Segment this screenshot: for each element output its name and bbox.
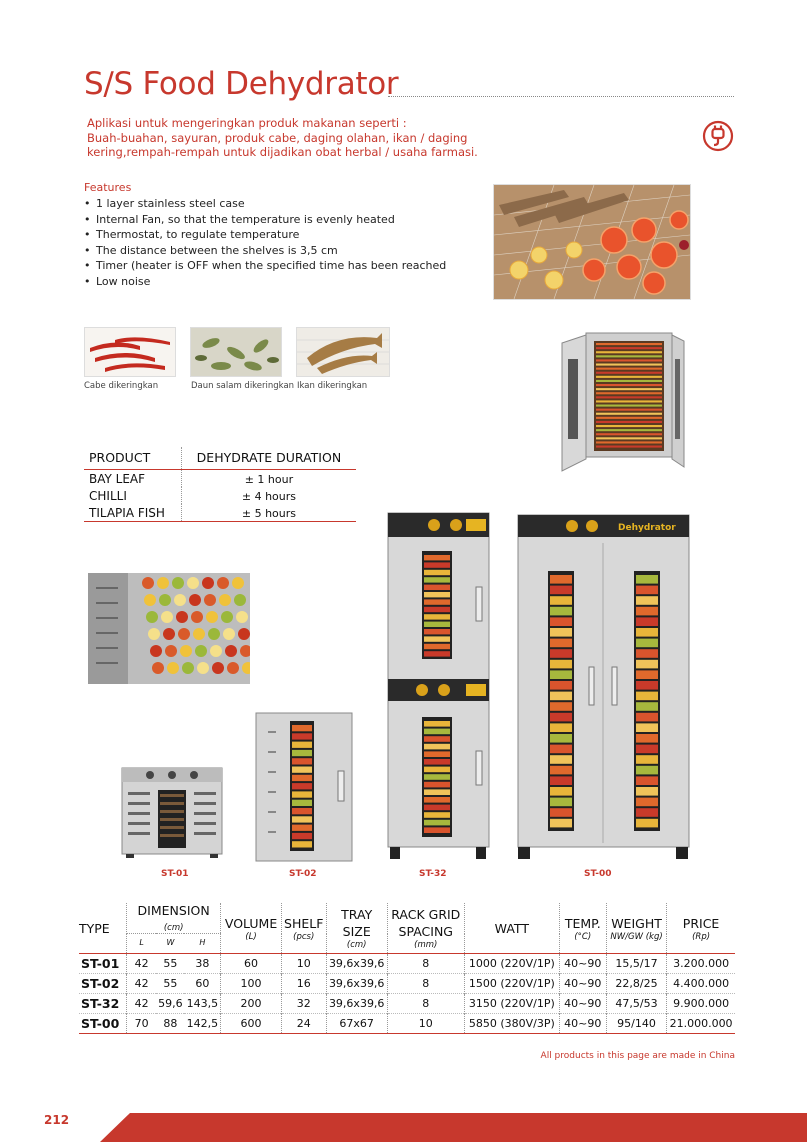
spec-cell-weight: 47,5/53: [606, 994, 666, 1014]
duration-header-product: PRODUCT: [89, 450, 151, 465]
intro-line: Buah-buahan, sayuran, produk cabe, daging olahan, ikan / daging: [87, 130, 468, 145]
spec-cell-price: 3.200.000: [667, 954, 735, 974]
spec-cell-h: 143,5: [186, 997, 219, 1010]
feature-item: • 1 layer stainless steel case: [84, 196, 446, 212]
tray-label-1: TRAY: [341, 907, 373, 922]
machine-st00: [516, 513, 691, 863]
spec-cell-price: 9.900.000: [667, 994, 735, 1014]
spec-cell-temp: 40~90: [559, 994, 606, 1014]
spec-cell-watt: 3150 (220V/1P): [464, 994, 559, 1014]
duration-product: TILAPIA FISH: [89, 506, 165, 520]
spec-cell-h: 38: [195, 957, 210, 970]
spec-cell-tray: 39,6x39,6: [326, 954, 387, 974]
temp-unit: (°C): [574, 931, 592, 942]
spec-header-volume: [221, 903, 281, 953]
volume-unit: (L): [245, 931, 257, 942]
spec-cell-w: 55: [163, 977, 178, 990]
price-unit: (Rp): [692, 931, 711, 942]
spec-cell-volume: 100: [221, 974, 281, 994]
spec-cell-shelf: 16: [281, 974, 326, 994]
spec-cell-w: 55: [163, 957, 178, 970]
thumb-caption: Daun salam dikeringkan: [191, 381, 295, 391]
table-row: [84, 487, 356, 504]
dehydrator-brand-label: Dehydrator: [618, 523, 676, 533]
spec-header-price: [667, 903, 735, 953]
spec-table: [79, 903, 735, 1034]
thumb-caption: Cabe dikeringkan: [84, 381, 159, 391]
table-row: [79, 994, 735, 1014]
feature-item: • The distance between the shelves is 3,5 cm: [84, 243, 446, 259]
spec-cell-weight: 15,5/17: [606, 954, 666, 974]
spec-header-type: TYPE: [79, 920, 110, 936]
dim-w-header: W: [166, 938, 175, 947]
spec-cell-watt: 5850 (380V/3P): [464, 1014, 559, 1034]
table-row: [79, 1014, 735, 1034]
feature-item: • Timer (heater is OFF when the specified time has been reached: [84, 258, 446, 274]
spec-cell-type: ST-00: [81, 1016, 120, 1031]
spec-header-weight: [606, 903, 666, 953]
features-list: [84, 196, 446, 289]
spec-cell-price: 4.400.000: [667, 974, 735, 994]
spec-cell-watt: 1000 (220V/1P): [464, 954, 559, 974]
weight-unit: NW/GW (kg): [610, 931, 663, 942]
spec-cell-weight: 95/140: [606, 1014, 666, 1034]
rack-label-1: RACK GRID: [391, 907, 461, 922]
spec-cell-type: ST-32: [81, 996, 120, 1011]
features-heading: Features: [84, 181, 132, 194]
spec-cell-h: 60: [195, 977, 210, 990]
duration-table: [84, 447, 356, 522]
machine-st02: [254, 711, 354, 863]
table-row: [84, 470, 356, 488]
duration-product: BAY LEAF: [89, 472, 146, 486]
spec-cell-shelf: 24: [281, 1014, 326, 1034]
spec-cell-weight: 22,8/25: [606, 974, 666, 994]
spec-cell-tray: 67x67: [326, 1014, 387, 1034]
spec-header-tray: [326, 903, 387, 953]
rack-label-2: SPACING: [398, 924, 453, 939]
model-label-st32: ST-32: [419, 869, 447, 879]
dim-l-header: L: [126, 934, 156, 954]
spec-cell-shelf: 10: [281, 954, 326, 974]
duration-value: ± 4 hours: [181, 487, 356, 504]
spec-cell-w: 59,6: [158, 997, 183, 1010]
intro-text: [87, 116, 647, 160]
spec-cell-type: ST-01: [81, 956, 120, 971]
spec-cell-w: 88: [163, 1017, 178, 1030]
dried-chili-photo: [84, 327, 176, 377]
spec-cell-l: 70: [126, 1014, 156, 1034]
table-row: [79, 974, 735, 994]
spec-cell-rack: 10: [387, 1014, 464, 1034]
spec-cell-temp: 40~90: [559, 954, 606, 974]
shelf-label: SHELF: [284, 915, 324, 931]
page-title: S/S Food Dehydrator: [84, 66, 399, 102]
duration-value: ± 5 hours: [181, 504, 356, 522]
spec-cell-shelf: 32: [281, 994, 326, 1014]
thumb-caption: Ikan dikeringkan: [297, 381, 368, 391]
machine-st01: [120, 762, 224, 860]
weight-label: WEIGHT: [611, 915, 662, 931]
spec-cell-l: 42: [126, 994, 156, 1014]
spec-cell-volume: 200: [221, 994, 281, 1014]
spec-cell-temp: 40~90: [559, 974, 606, 994]
spec-cell-price: 21.000.000: [667, 1014, 735, 1034]
rack-unit: (mm): [414, 940, 438, 950]
shelf-unit: (pcs): [293, 931, 315, 942]
feature-item: • Low noise: [84, 274, 446, 290]
spec-header-shelf: [281, 903, 326, 953]
spec-header-rack: [387, 903, 464, 953]
spec-header-temp: [559, 903, 606, 953]
spec-cell-type: ST-02: [81, 976, 120, 991]
intro-line: Aplikasi untuk mengeringkan produk makanan seperti :: [87, 116, 407, 130]
dried-bay-leaf-photo: [190, 327, 282, 377]
trays-photo: [88, 573, 250, 684]
spec-cell-h: 142,5: [186, 1017, 219, 1030]
dried-fish-photo: [296, 327, 390, 377]
duration-value: ± 1 hour: [181, 470, 356, 488]
spec-cell-watt: 1500 (220V/1P): [464, 974, 559, 994]
spec-cell-volume: 60: [221, 954, 281, 974]
spec-cell-tray: 39,6x39,6: [326, 974, 387, 994]
spec-header-watt: WATT: [464, 903, 559, 953]
dimension-unit: (cm): [163, 923, 184, 933]
footer-bar: [100, 1113, 807, 1142]
machine-st32: [386, 511, 491, 863]
spec-cell-rack: 8: [387, 994, 464, 1014]
origin-note: All products in this page are made in China: [540, 1051, 735, 1061]
title-dotted-rule: [388, 96, 734, 97]
feature-item: • Internal Fan, so that the temperature is evenly heated: [84, 212, 446, 228]
page-number: 212: [44, 1113, 70, 1127]
dimension-label: DIMENSION: [137, 903, 210, 918]
tray-label-2: SIZE: [342, 924, 371, 939]
model-label-st01: ST-01: [161, 869, 189, 879]
duration-header-duration: DEHYDRATE DURATION: [181, 447, 356, 470]
model-label-st02: ST-02: [289, 869, 317, 879]
feature-item: • Thermostat, to regulate temperature: [84, 227, 446, 243]
plug-icon: [702, 120, 734, 152]
tray-unit: (cm): [346, 940, 367, 950]
volume-label: VOLUME: [224, 915, 278, 931]
spec-header-dimension: [126, 903, 221, 934]
dim-h-header: H: [199, 938, 206, 947]
spec-cell-rack: 8: [387, 954, 464, 974]
dried-food-photo: [493, 184, 691, 300]
duration-product: CHILLI: [89, 489, 127, 503]
spec-cell-l: 42: [126, 954, 156, 974]
spec-cell-volume: 600: [221, 1014, 281, 1034]
price-label: PRICE: [682, 915, 720, 931]
intro-line: kering,rempah-rempah untuk dijadikan obat herbal / usaha farmasi.: [87, 145, 478, 159]
spec-cell-temp: 40~90: [559, 1014, 606, 1034]
open-dehydrator-photo: [556, 329, 688, 479]
temp-label: TEMP.: [564, 915, 601, 931]
spec-cell-rack: 8: [387, 974, 464, 994]
spec-cell-l: 42: [126, 974, 156, 994]
model-label-st00: ST-00: [584, 869, 612, 879]
table-row: [79, 954, 735, 974]
spec-cell-tray: 39,6x39,6: [326, 994, 387, 1014]
table-row: [84, 504, 356, 522]
